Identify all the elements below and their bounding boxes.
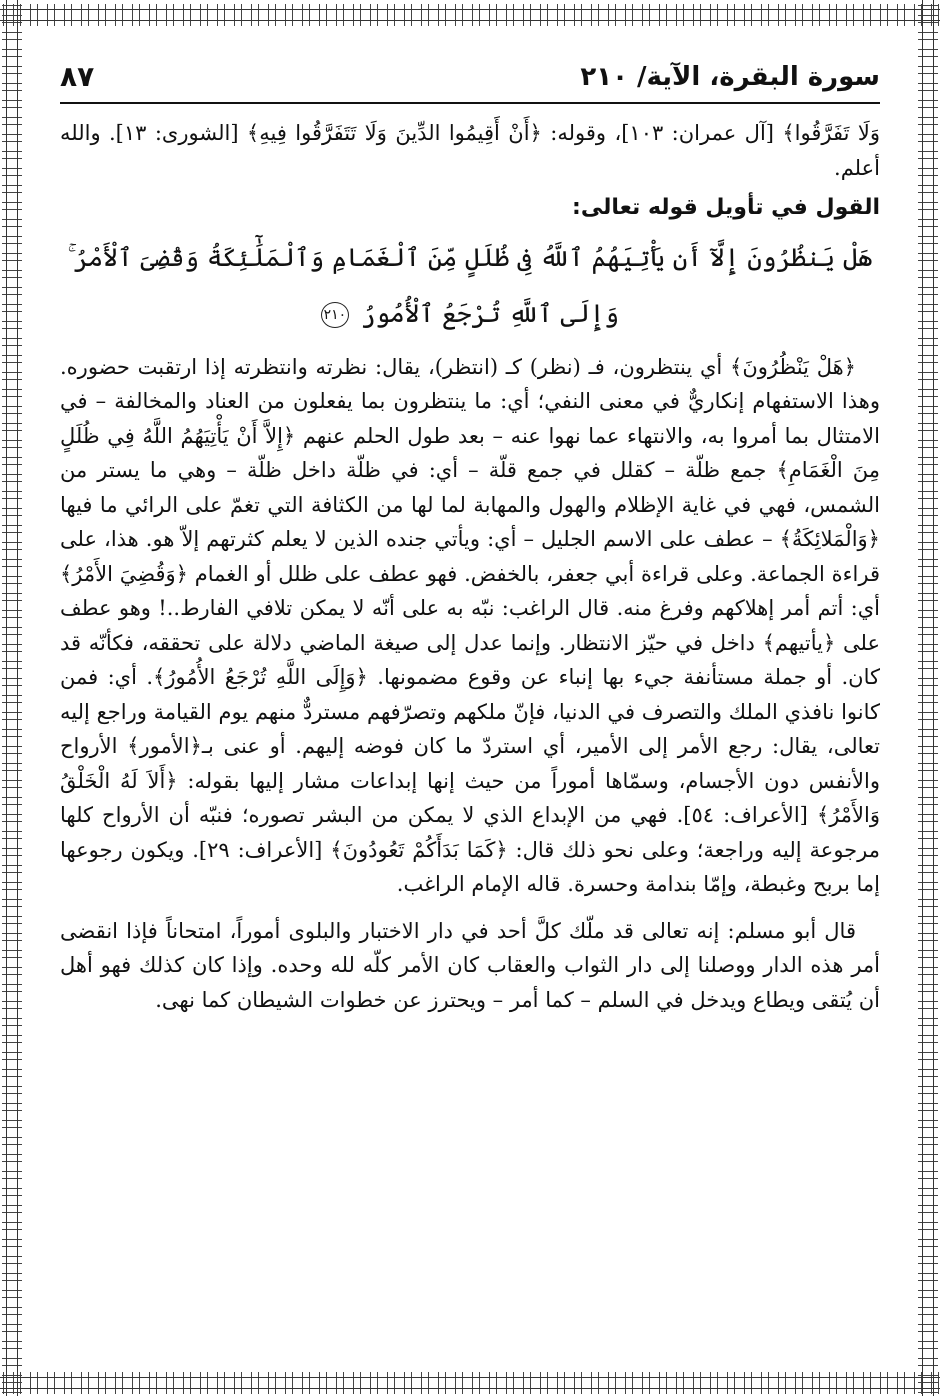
page-number: ٨٧ — [60, 60, 95, 93]
bottom-ornamental-border — [0, 1372, 940, 1394]
section-heading: القول في تأويل قوله تعالى: — [572, 195, 880, 220]
left-ornamental-border — [2, 0, 22, 1396]
surah-title: سورة البقرة، الآية/ ٢١٠ — [580, 62, 880, 92]
quran-verse-text: هَلْ يَنظُرُونَ إِلَّآ أَن يَأْتِيَهُمُ ٱللَّهُ فِى ظُلَلٍ مِّنَ ٱلْغَمَامِ وَٱلْمَلَٰٓئِكَةُ وَقُضِىَ ٱلْأَمْرُ ۚ وَإِلَى ٱللَّهِ تُرْجَعُ ٱلْأُمُورُ — [67, 242, 873, 328]
commentary-paragraph-1: ﴿هَلْ يَنْظُرُونَ﴾ أي ينتظرون، فـ (نظر) كـ (انتظر)، يقال: نظرته وانتظرته إذا ارتقبت حضوره. وهذا الاستفهام إنكاريٌّ في معنى النفي؛ أي: ما ينتظرون بما يفعلون من العناد والمخالفة – في الامتثال بما أمروا به، والانتهاء عما نهوا عنه – بعد طول الحلم عنهم ﴿إِلاَّ أَنْ يَأْتِيَهُمُ اللَّهُ فِي ظُلَلٍ مِنَ الْغَمَامِ﴾ جمع ظلّة – كقلل في جمع قلّة – أي: في ظلّة داخل ظلّة – وهي ما يستر من الشمس، فهي في غاية الإظلام والهول والمهابة لما لها من الكثافة التي تغمّ على الرائي ما فيها ﴿وَالْمَلائِكَةُ﴾ – عطف على الاسم الجليل – أي: ويأتي جنده الذين لا يعلم كثرتهم إلاّ هو. هذا، على قراءة الجماعة. وعلى قراءة أبي جعفر، بالخفض. فهو عطف على ظلل أو الغمام ﴿وَقُضِيَ الأَمْرُ﴾ أي: أتم أمر إهلاكهم وفرغ منه. قال الراغب: نبّه به على أنّه لا يمكن تلافي الفارط..! وهو عطف على ﴿يأتيهم﴾ داخل في حيّز الانتظار. وإنما عدل إلى صيغة الماضي دلالة على تحققه، فكأنّه قد كان. أو جملة مستأنفة جيء بها إنباء عن وقوع مضمونها. ﴿وَإِلَى اللَّهِ تُرْجَعُ الأُمُورُ﴾. أي: فمن كانوا نافذي الملك والتصرف في الدنيا، فإنّ ملكهم وتصرّفهم مستردٌّ منهم يوم القيامة وراجع إليه تعالى، يقال: رجع الأمر إلى الأمير، أي استردّ ما كان فوضه إليهم. أو عنى بـ﴿الأمور﴾ الأرواح والأنفس دون الأجسام، وسمّاها أموراً من حيث إنها إبداعات مشار إليها بقوله: ﴿أَلاَ لَهُ الْخَلْقُ وَالأَمْرُ﴾ [الأعراف: ٥٤]. فهي من الإبداع الذي لا يمكن من البشر تصوره؛ فنبّه أن الأرواح كلها مرجوعة إليه وراجعة؛ وعلى نحو ذلك قال: ﴿كَمَا بَدَأَكُمْ تَعُودُونَ﴾ [الأعراف: ٢٩]. ويكون رجوعها إما بربح وغبطة، وإمّا بندامة وحسرة. قاله الإمام الراغب. — [60, 354, 880, 896]
page — [60, 60, 880, 1356]
running-head — [60, 60, 880, 104]
page-body — [60, 116, 880, 1017]
verse-number-marker: ٢١٠ — [321, 302, 349, 328]
continuation-paragraph: وَلَا تَفَرَّقُوا﴾ [آل عمران: ١٠٣]، وقوله: ﴿أَنْ أَقِيمُوا الدِّينَ وَلَا تَتَفَرَّقُوا فِيهِ﴾ [الشورى: ١٣]. والله أعلم. — [60, 121, 880, 180]
quran-verse — [60, 230, 880, 342]
right-ornamental-border — [918, 0, 938, 1396]
commentary-paragraph-2: قال أبو مسلم: إنه تعالى قد ملّك كلَّ أحد في دار الاختبار والبلوى أموراً، امتحاناً فإذا انقضى أمر هذه الدار ووصلنا إلى دار الثواب والعقاب كان الأمر كلّه لله وحده. وإذا كان كذلك فهو أهل أن يُتقى ويطاع ويدخل في السلم – كما أمر – ويحترز عن خطوات الشيطان كما نهى. — [60, 918, 880, 1012]
top-ornamental-border — [0, 4, 940, 26]
